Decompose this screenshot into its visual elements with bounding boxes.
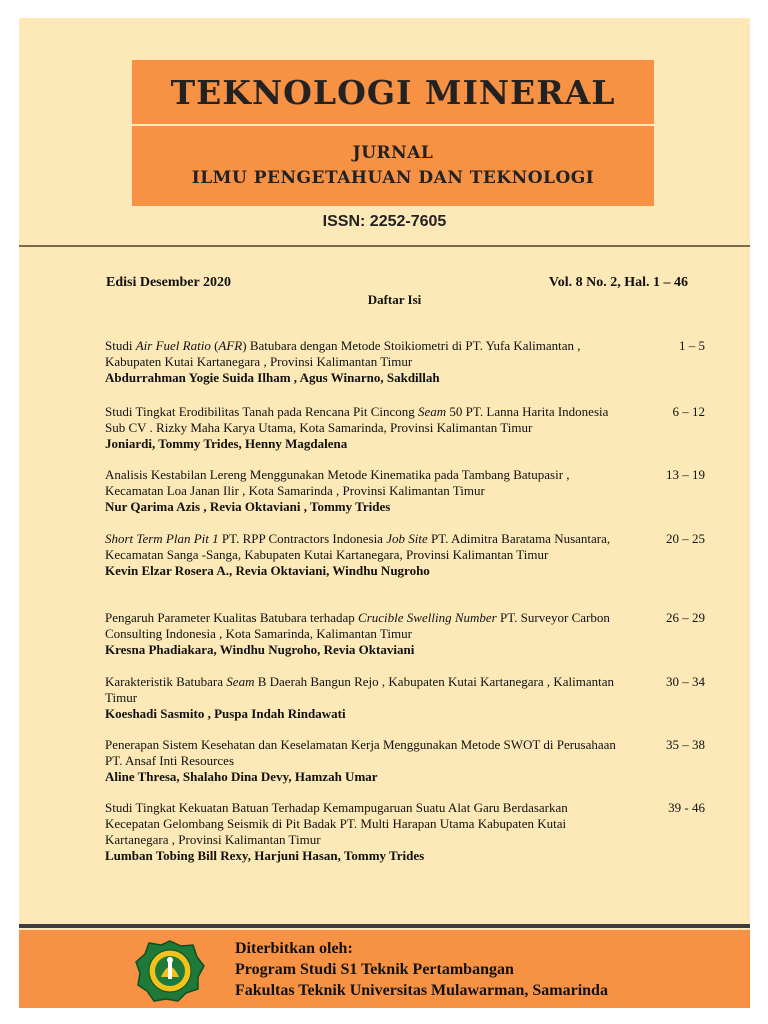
toc-entry-pages: 30 – 34 bbox=[666, 674, 705, 689]
toc-entry-pages: 6 – 12 bbox=[672, 404, 705, 419]
footer bbox=[19, 930, 750, 1008]
toc-entry-pages: 20 – 25 bbox=[666, 531, 705, 546]
toc-entry bbox=[105, 737, 705, 785]
publisher-line2: Program Studi S1 Teknik Pertambangan bbox=[235, 961, 514, 978]
publisher-line1: Diterbitkan oleh: bbox=[235, 940, 353, 957]
toc-entry bbox=[105, 531, 705, 579]
toc-entry-title: Studi Air Fuel Ratio (AFR) Batubara dengan Metode Stoikiometri di PT. Yufa Kalimantan , Kabupaten Kutai Kartanegara , Provinsi Kalimantan Timur bbox=[105, 338, 581, 369]
toc-entry-authors: Kresna Phadiakara, Windhu Nugroho, Revia Oktaviani bbox=[105, 642, 415, 657]
toc-entry-title: Penerapan Sistem Kesehatan dan Keselamatan Kerja Menggunakan Metode SWOT di Perusahaan PT. Ansaf Inti Resources bbox=[105, 737, 616, 768]
toc-entry-title: Studi Tingkat Erodibilitas Tanah pada Rencana Pit Cincong Seam 50 PT. Lanna Harita Indonesia Sub CV . Rizky Maha Karya Utama, Kota Samarinda, Provinsi Kalimantan Timur bbox=[105, 404, 609, 435]
toc-entry-title: Karakteristik Batubara Seam B Daerah Bangun Rejo , Kabupaten Kutai Kartanegara , Kalimantan Timur bbox=[105, 674, 615, 705]
toc-entry bbox=[105, 610, 705, 658]
toc-entry-pages: 39 - 46 bbox=[668, 800, 705, 815]
toc-entry bbox=[105, 338, 705, 386]
divider-top bbox=[19, 245, 750, 247]
title-bottom bbox=[132, 126, 654, 206]
subtitle-line1: JURNAL bbox=[352, 143, 434, 163]
toc-heading: Daftar Isi bbox=[367, 292, 422, 307]
university-emblem-icon bbox=[134, 939, 206, 1003]
toc-entry-pages: 13 – 19 bbox=[666, 467, 705, 482]
journal-cover bbox=[19, 18, 750, 1008]
toc-entry-pages: 35 – 38 bbox=[666, 737, 705, 752]
toc-entry-authors: Nur Qarima Azis , Revia Oktaviani , Tommy Trides bbox=[105, 499, 391, 514]
toc-entry bbox=[105, 404, 705, 452]
toc-entry-authors: Koeshadi Sasmito , Puspa Indah Rindawati bbox=[105, 706, 346, 721]
toc-entry bbox=[105, 467, 705, 515]
toc-entry-pages: 26 – 29 bbox=[666, 610, 705, 625]
journal-title: TEKNOLOGI MINERAL bbox=[170, 72, 616, 112]
toc-entry bbox=[105, 674, 705, 722]
issn: ISSN: 2252-7605 bbox=[322, 213, 447, 230]
edition-label: Edisi Desember 2020 bbox=[106, 275, 231, 290]
publisher-info bbox=[235, 938, 608, 1001]
divider-bottom bbox=[19, 924, 750, 928]
title-block bbox=[132, 60, 654, 206]
toc-entry-authors: Joniardi, Tommy Trides, Henny Magdalena bbox=[105, 436, 348, 451]
subtitle-line2: ILMU PENGETAHUAN DAN TEKNOLOGI bbox=[191, 168, 595, 188]
toc-entry bbox=[105, 800, 705, 864]
toc-entry-authors: Lumban Tobing Bill Rexy, Harjuni Hasan, Tommy Trides bbox=[105, 848, 425, 863]
toc-entry-title: Pengaruh Parameter Kualitas Batubara terhadap Crucible Swelling Number PT. Surveyor Carbon Consulting Indonesia , Kota Samarinda, Kalimantan Timur bbox=[105, 610, 610, 641]
title-top bbox=[132, 60, 654, 124]
toc-entry-authors: Kevin Elzar Rosera A., Revia Oktaviani, Windhu Nugroho bbox=[105, 563, 430, 578]
toc-entry-title: Analisis Kestabilan Lereng Menggunakan Metode Kinematika pada Tambang Batupasir , Kecamatan Loa Janan Ilir , Kota Samarinda , Provinsi Kalimantan Timur bbox=[105, 467, 570, 498]
publisher-line3: Fakultas Teknik Universitas Mulawarman, Samarinda bbox=[235, 982, 608, 999]
toc-entry-authors: Aline Thresa, Shalaho Dina Devy, Hamzah Umar bbox=[105, 769, 378, 784]
toc-entry-pages: 1 – 5 bbox=[679, 338, 705, 353]
volume-label: Vol. 8 No. 2, Hal. 1 – 46 bbox=[548, 275, 688, 290]
toc-entry-authors: Abdurrahman Yogie Suida Ilham , Agus Winarno, Sakdillah bbox=[105, 370, 440, 385]
toc-entry-title: Short Term Plan Pit 1 PT. RPP Contractors Indonesia Job Site PT. Adimitra Baratama Nusantara, Kecamatan Sanga -Sanga, Kabupaten Kutai Kartanegara, Provinsi Kalimantan Timur bbox=[105, 531, 611, 562]
toc-entry-title: Studi Tingkat Kekuatan Batuan Terhadap Kemampugaruan Suatu Alat Garu Berdasarkan Kecepatan Gelombang Seismik di Pit Badak PT. Multi Harapan Utama Kabupaten Kutai Kartanegara , Provinsi Kalimantan Timur bbox=[105, 800, 568, 847]
